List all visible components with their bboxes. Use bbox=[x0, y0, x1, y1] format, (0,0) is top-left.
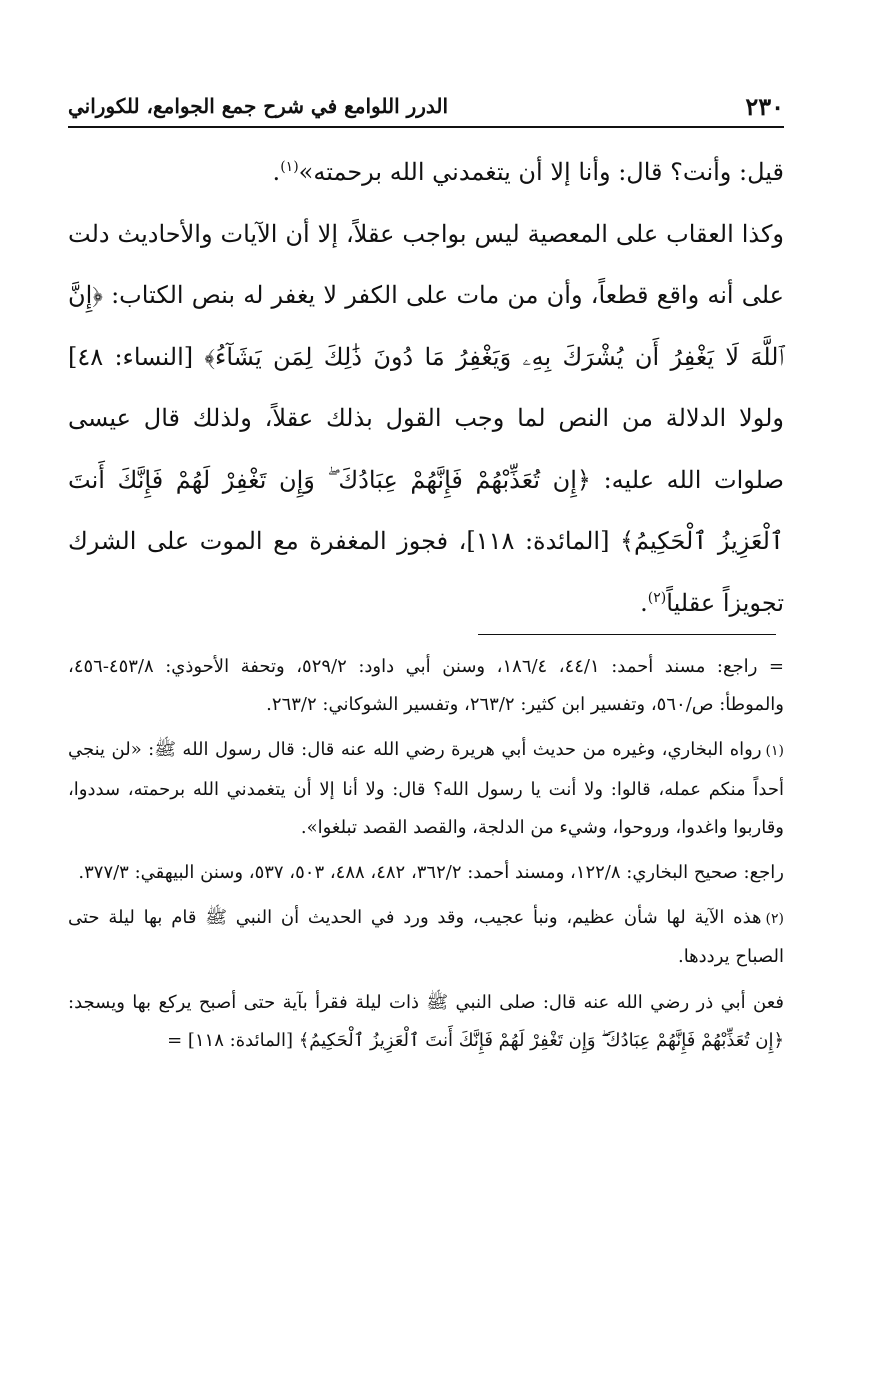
paragraph-2-end: . bbox=[640, 588, 648, 617]
footnote-2 bbox=[68, 899, 784, 976]
footnote-continuation: = راجع: مسند أحمد: ٤٤/١، ١٨٦/٤، وسنن أبي داود: ٥٢٩/٢، وتحفة الأحوذي: ٤٥٣/٨-٤٥٦، والموطأ: ص/٥٦٠، وتفسير ابن كثير: ٢٦٣/٢، وتفسير الشوكاني: ٢٦٣/٢. bbox=[68, 656, 785, 716]
paragraph-1-text: قيل: وأنت؟ قال: وأنا إلا أن يتغمدني الله برحمته» bbox=[298, 158, 784, 186]
paragraph-1-end: . bbox=[272, 158, 281, 186]
footnote-1 bbox=[68, 731, 784, 847]
paragraph-1 bbox=[68, 142, 784, 204]
footnote-1-references: راجع: صحيح البخاري: ١٢٢/٨، ومسند أحمد: ٣٦٢/٢، ٤٨٢، ٤٨٨، ٥٠٣، ٥٣٧، وسنن البيهقي: ٣٧٧/٣. bbox=[78, 862, 784, 884]
footnote-marker-1: (١) bbox=[280, 159, 299, 175]
footnote-2-continued: فعن أبي ذر رضي الله عنه قال: صلى النبي ﷺ ذات ليلة فقرأ بآية حتى أصبح يركع بها ويسجد: ﴿إِن تُعَذِّبْهُمْ فَإِنَّهُمْ عِبَادُكَ ۖ وَإِن تَغْفِرْ لَهُمْ فَإِنَّكَ أَنتَ ٱلْعَزِيزُ ٱلْحَكِيمُ﴾ [المائدة: ١١٨] = bbox=[68, 991, 784, 1051]
running-title: الدرر اللوامع في شرح جمع الجوامع، للكوراني bbox=[68, 94, 449, 118]
footnote-1-text: رواه البخاري، وغيره من حديث أبي هريرة رضي الله عنه قال: قال رسول الله ﷺ: «لن ينجي أحداً منكم عمله، قالوا: ولا أنت يا رسول الله؟ قال: ولا أنا إلا أن يتغمدني الله برحمته، سددوا، وقاربوا واغدوا، وروحوا، وشيء من الدلجة، والقصد القصد تبلغوا». bbox=[68, 739, 784, 838]
footnote-divider bbox=[478, 634, 776, 635]
running-header bbox=[68, 86, 784, 128]
page-number: ٢٣٠ bbox=[745, 91, 784, 121]
paragraph-2-text: وكذا العقاب على المعصية ليس بواجب عقلاً، إلا أن الآيات والأحاديث دلت على أنه واقع قطعاً، وأن من مات على الكفر لا يغفر له بنص الكتاب: ﴿إِنَّ ٱللَّهَ لَا يَغْفِرُ أَن يُشْرَكَ بِهِۦ وَيَغْفِرُ مَا دُونَ ذَٰلِكَ لِمَن يَشَآءُ﴾ [النساء: ٤٨] ولولا الدلالة من النص لما وجب القول بذلك عقلاً، ولذلك قال عيسى صلوات الله عليه: ﴿إِن تُعَذِّبْهُمْ فَإِنَّهُمْ عِبَادُكَ ۖ وَإِن تَغْفِرْ لَهُمْ فَإِنَّكَ أَنتَ ٱلْعَزِيزُ ٱلْحَكِيمُ﴾ [المائدة: ١١٨]، فجوز المغفرة مع الموت على الشرك تجويزاً عقلياً bbox=[68, 219, 784, 617]
footnote-2-number: (٢) bbox=[765, 911, 784, 928]
main-text bbox=[68, 142, 784, 634]
footnote-marker-2: (٢) bbox=[647, 589, 667, 606]
footnote-2-text: هذه الآية لها شأن عظيم، ونبأ عجيب، وقد ورد في الحديث أن النبي ﷺ قام بها ليلة حتى الصباح يرددها. bbox=[68, 907, 784, 968]
footnotes bbox=[68, 648, 784, 1067]
footnote-1-number: (١) bbox=[765, 743, 784, 760]
paragraph-2 bbox=[68, 204, 784, 635]
